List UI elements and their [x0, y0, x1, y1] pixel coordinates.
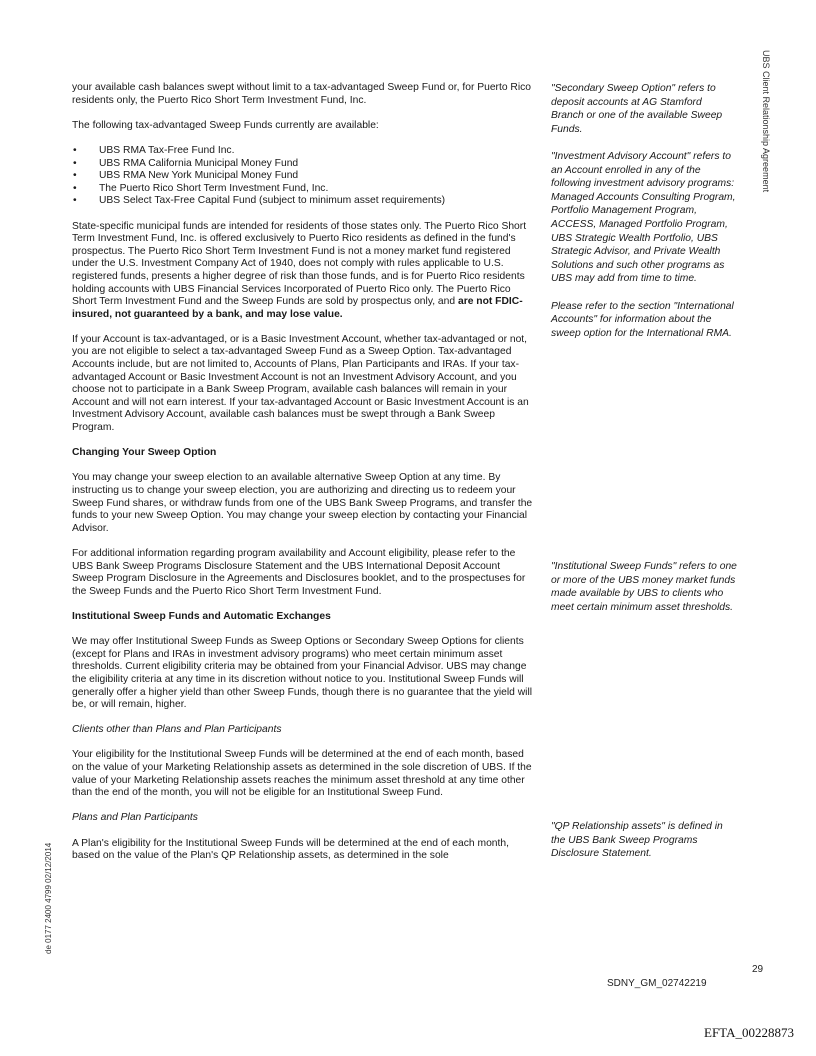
heading-institutional-sweep: Institutional Sweep Funds and Automatic Exchanges — [72, 610, 331, 622]
fdic-warning: are not FDIC-insured, not guaranteed by a bank, and may lose value. — [72, 296, 523, 320]
fund-list-item: • UBS RMA California Municipal Money Fund — [72, 158, 534, 171]
fund-list-item: • UBS RMA New York Municipal Money Fund — [72, 170, 534, 183]
doc-code-text: de 0177 2400 4799 02/12/2014 — [44, 842, 53, 954]
main-column — [72, 82, 534, 875]
sidenote-group-bottom — [551, 820, 737, 874]
paragraph-sweep-intro: your available cash balances swept without limit to a tax-advantaged Sweep Fund or, for Puerto Rico residents only, the Puerto Rico Short Term Investment Fund, Inc. — [72, 82, 532, 106]
fund-list-item: • The Puerto Rico Short Term Investment Fund, Inc. — [72, 183, 534, 196]
bates-number: SDNY_GM_02742219 — [607, 978, 707, 989]
sidenote-group-top — [551, 82, 737, 354]
paragraph-additional-info: For additional information regarding program availability and Account eligibility, please refer to the UBS Bank Sweep Programs Disclosure Statement and the UBS International Deposit Account Sweep Program Disclosure in the Agreements and Disclosures booklet, and to the prospectuses for the Sweep Funds and the Puerto Rico Short Term Investment Fund. — [72, 547, 526, 597]
paragraph-state-specific — [72, 221, 534, 322]
sidenote-secondary-sweep: "Secondary Sweep Option" refers to deposit accounts at AG Stamford Branch or one of the available Sweep Funds. — [551, 83, 723, 135]
document-title-text: UBS Client Relationship Agreement — [761, 50, 771, 193]
page-number: 29 — [752, 964, 764, 975]
paragraph-institutional-offer: We may offer Institutional Sweep Funds as Sweep Options or Secondary Sweep Options for clients (except for Plans and IRAs in investment advisory programs) who meet certain minimum asset thresholds. Current eligibility criteria may be obtained from your Financial Advisor. UBS may change the eligibility criteria at any time in its discretion without notice to you. Institutional Sweep Funds will generally offer a higher yield than other Sweep Funds, though there is no guarantee that the yield will be, or will remain, higher. — [72, 636, 533, 711]
paragraph-tax-advantaged: If your Account is tax-advantaged, or is a Basic Investment Account, whether tax-advantaged or not, you are not eligible to select a tax-advantaged Sweep Fund as a Sweep Option. Tax-advantaged Accounts include, but are not limited to, Accounts of Plans, Plan Participants and IRAs. If your tax-advantaged Account or Basic Investment Account is not an Investment Advisory Account, and you choose not to participate in a Bank Sweep Program, available cash balances will remain in your Account and will not earn interest. If your tax-advantaged Account or Basic Investment Account is an Investment Advisory Account, available cash balances must be swept through a Bank Sweep Program. — [72, 333, 529, 434]
sidenote-investment-advisory: "Investment Advisory Account" refers to an Account enrolled in any of the following investment advisory programs: Managed Accounts Consulting Program, Portfolio Management Program, ACCESS, Managed Portfolio Program, UBS Strategic Wealth Portfolio, UBS Strategic Advisor, and Private Wealth Solutions and such other programs as UBS may add from time to time. — [551, 150, 736, 285]
sidenote-international: Please refer to the section "International Accounts" for information about the sweep option for the International RMA. — [551, 300, 734, 339]
vertical-doc-code — [44, 822, 56, 954]
sidenote-institutional-funds: "Institutional Sweep Funds" refers to one or more of the UBS money market funds made available by UBS to clients who meet certain minimum asset thresholds. — [551, 561, 737, 613]
paragraph-change-election: You may change your sweep election to an available alternative Sweep Option at any time. By instructing us to change your sweep election, you are authorizing and directing us to redeem your Sweep Fund shares, or withdraw funds from one of the UBS Bank Sweep Programs, and transfer the funds to your new Sweep Option. You may change your sweep election by contacting your Financial Advisor. — [72, 472, 533, 534]
fund-list-item: • UBS Select Tax-Free Capital Fund (subject to minimum asset requirements) — [72, 195, 534, 208]
sidenote-qp-relationship: "QP Relationship assets" is defined in the UBS Bank Sweep Programs Disclosure Statement. — [551, 821, 723, 860]
efta-number: EFTA_00228873 — [704, 1025, 794, 1040]
paragraph-funds-available: The following tax-advantaged Sweep Funds currently are available: — [72, 119, 379, 131]
fund-list — [72, 145, 534, 208]
fund-list-item: • UBS RMA Tax-Free Fund Inc. — [72, 145, 534, 158]
sidenote-group-middle — [551, 560, 737, 628]
subheading-clients: Clients other than Plans and Plan Participants — [72, 724, 282, 736]
paragraph-client-eligibility: Your eligibility for the Institutional Sweep Funds will be determined at the end of each month, based on the value of your Marketing Relationship assets as determined in the sole discretion of UBS. If the value of your Marketing Relationship assets reaches the minimum asset threshold at any time other than the end of the month, you will not be eligible for an Institutional Sweep Fund. — [72, 749, 532, 799]
state-specific-text: State-specific municipal funds are intended for residents of those states only. The Puerto Rico Short Term Investment Fund, Inc. is offered exclusively to Puerto Rico residents as defined in the fund's prospectus. The Puerto Rico Short Term Investment Fund is not a money market fund registered under the U.S. Investment Company Act of 1940, does not comply with rules applicable to U.S. registered funds, presents a higher degree of risk than those funds, and is for Puerto Rico residents holding accounts with UBS Financial Services Incorporated of Puerto Rico only. The Puerto Rico Short Term Investment Fund and the Sweep Funds are sold by prospectus only, and — [72, 220, 527, 308]
paragraph-plan-eligibility: A Plan's eligibility for the Institutional Sweep Funds will be determined at the end of each month, based on the value of the Plan's QP Relationship assets, as determined in the sole — [72, 837, 509, 862]
subheading-plans: Plans and Plan Participants — [72, 812, 198, 824]
heading-changing-sweep: Changing Your Sweep Option — [72, 447, 217, 459]
vertical-document-title — [759, 50, 771, 200]
